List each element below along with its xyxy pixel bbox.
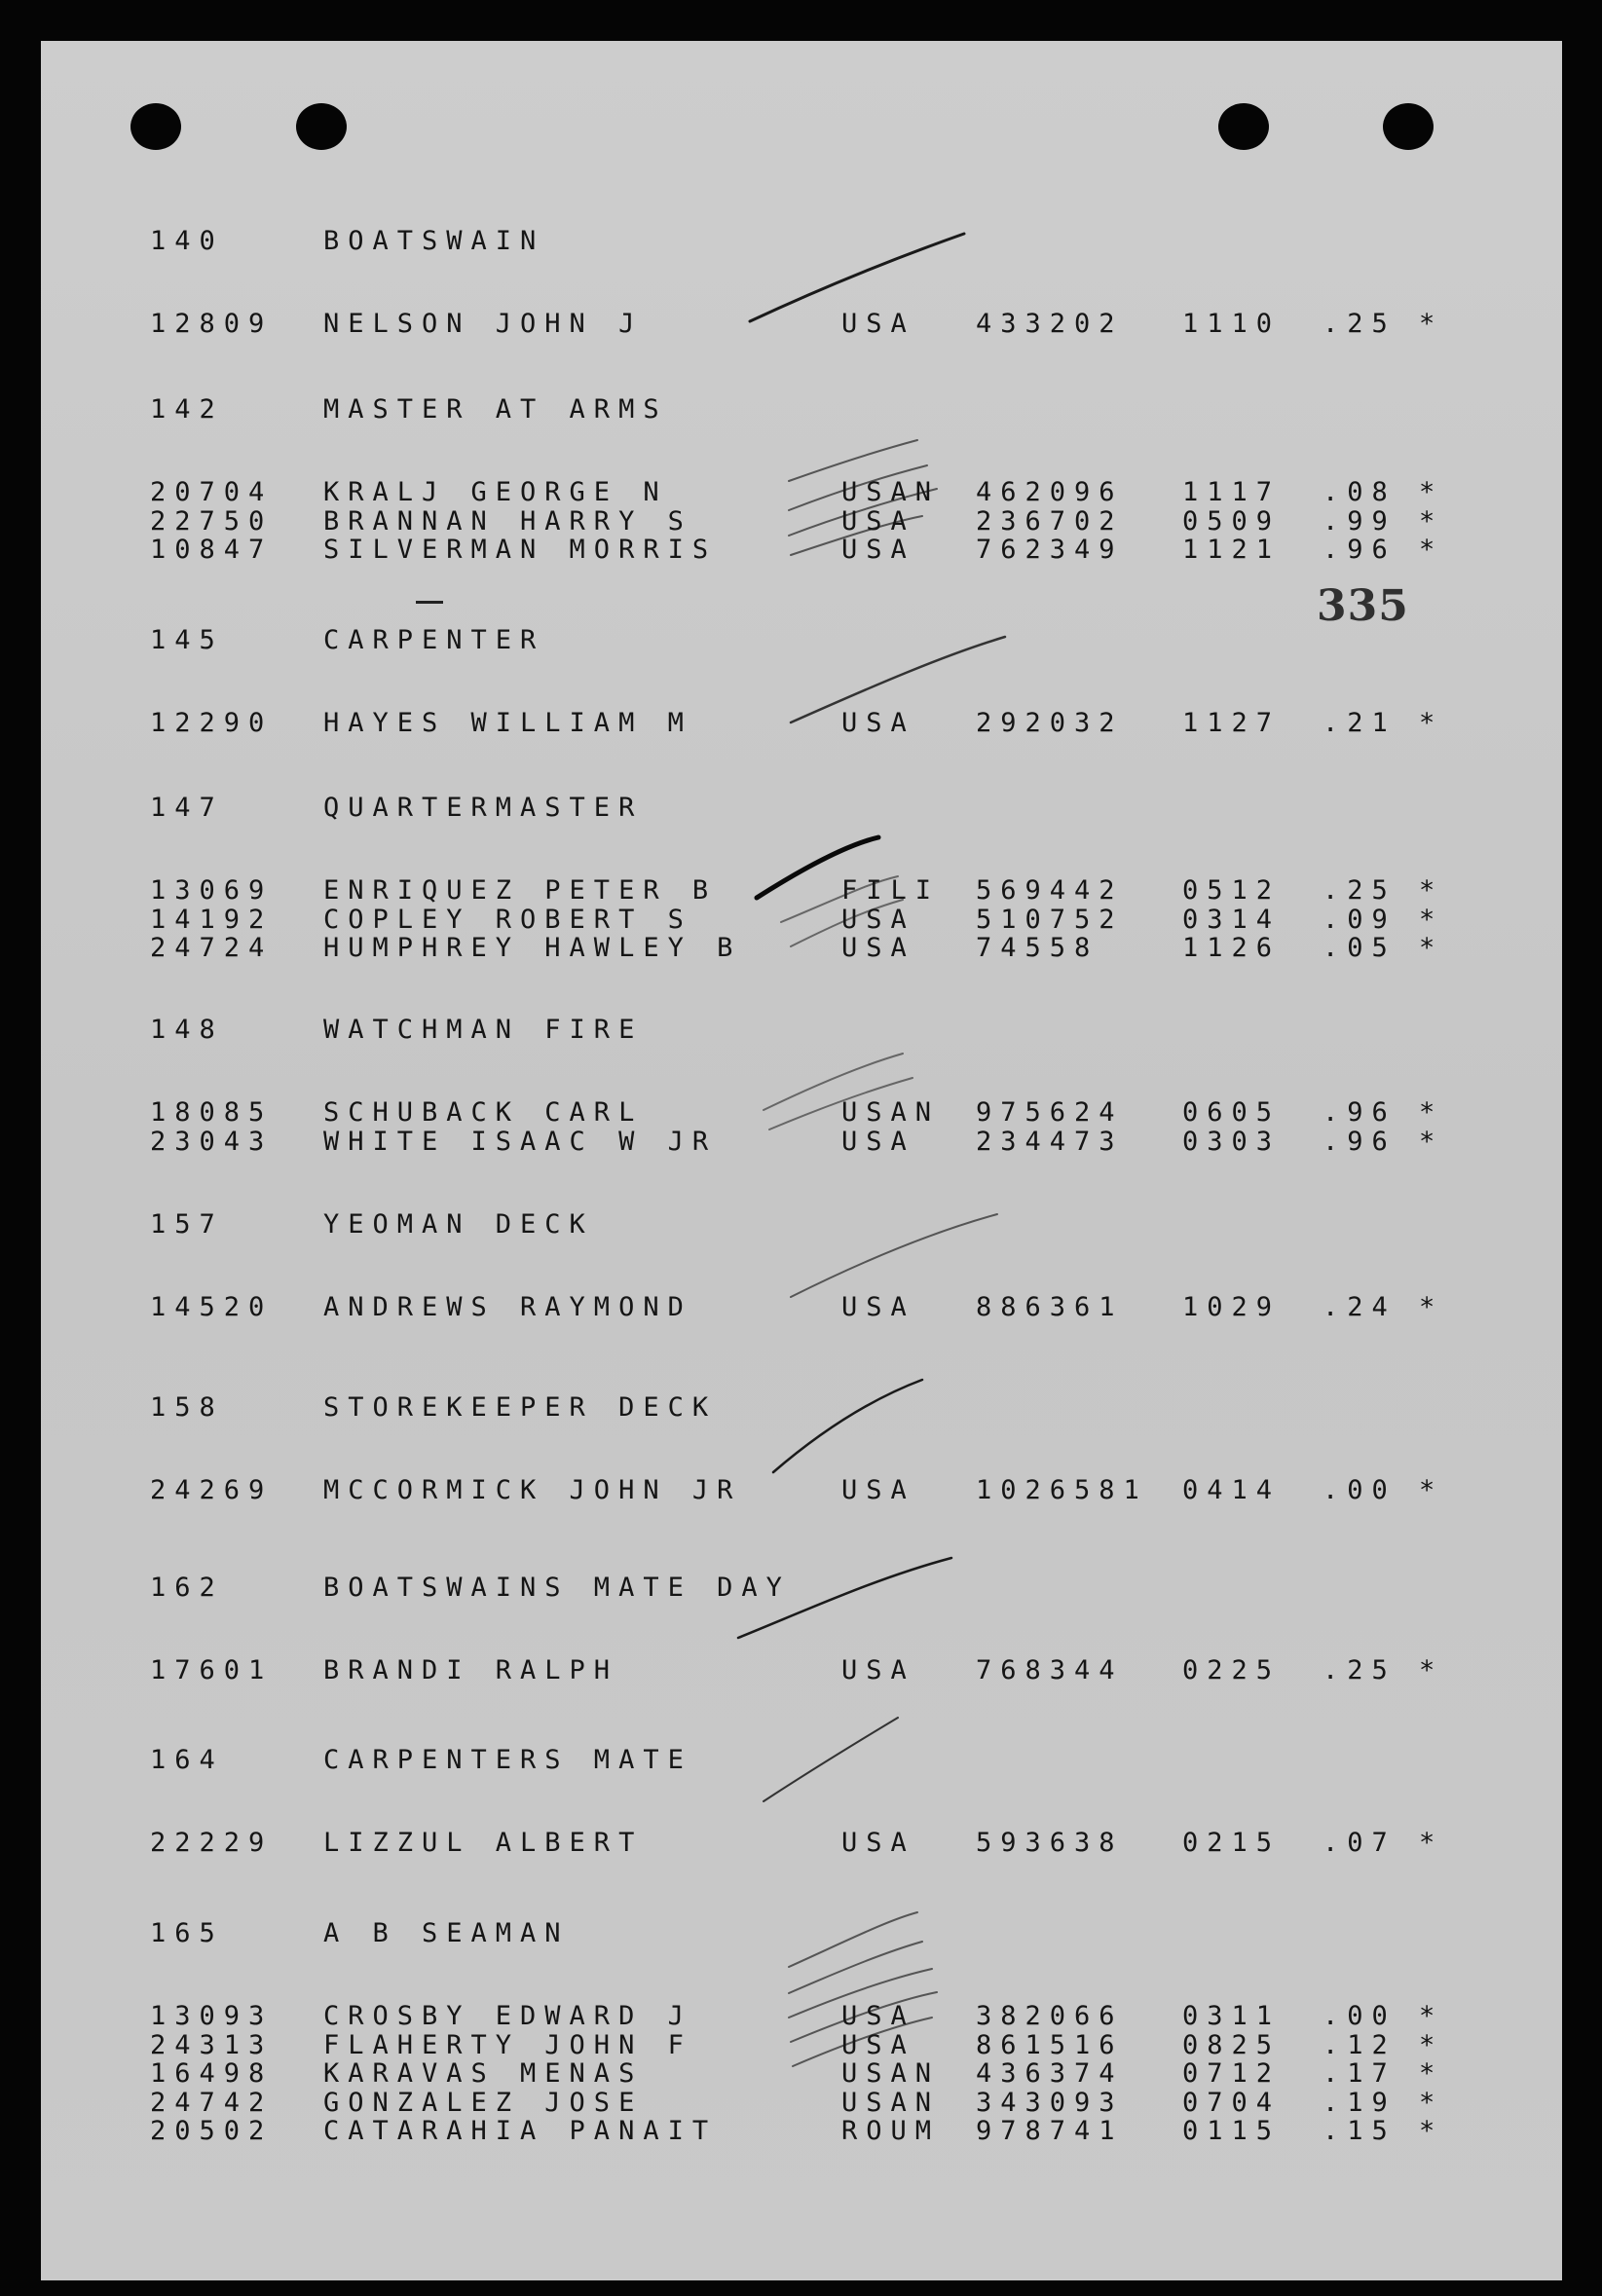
rate-value: .19 [1323,2087,1397,2118]
record-number: 861516 [976,2029,1124,2060]
record-number: 382066 [976,2001,1124,2031]
record-number: 510752 [976,904,1124,935]
record-number: 768344 [976,1655,1124,1685]
record-number: 569442 [976,875,1124,906]
crew-name: SILVERMAN MORRIS [323,535,718,565]
crew-id: 24724 [150,933,274,963]
crew-id: 16498 [150,2058,274,2089]
rating-title: STOREKEEPER DECK [323,1392,718,1423]
nationality: USA [841,904,915,935]
nationality: USA [841,2029,915,2060]
punch-hole-icon [1383,103,1434,150]
crew-name: GONZALEZ JOSE [323,2087,644,2118]
crew-id: 20704 [150,477,274,507]
date-code: 0311 [1182,2001,1282,2031]
punch-hole-icon [1218,103,1269,150]
record-number: 234473 [976,1126,1124,1157]
rating-code: 157 [150,1209,224,1240]
date-code: 1126 [1182,933,1282,963]
rating-title: BOATSWAINS MATE DAY [323,1573,791,1603]
crew-name: HAYES WILLIAM M [323,708,692,738]
rate-value: .15 [1323,2116,1397,2146]
rate-value: .08 [1323,477,1397,507]
record-number: 975624 [976,1097,1124,1128]
date-code: 0704 [1182,2087,1282,2118]
date-code: 0115 [1182,2116,1282,2146]
record-number: 343093 [976,2087,1124,2118]
rating-code: 140 [150,226,224,256]
crew-id: 13093 [150,2001,274,2031]
nationality: USAN [841,477,941,507]
crew-name: SCHUBACK CARL [323,1097,644,1128]
nationality: USA [841,505,915,537]
rating-code: 142 [150,394,224,425]
date-code: 0414 [1182,1475,1282,1505]
nationality: USA [841,1292,915,1322]
nationality: USAN [841,2087,941,2118]
record-number: 978741 [976,2116,1124,2146]
nationality: USA [841,1655,915,1685]
record-number: 462096 [976,477,1124,507]
date-code: 1110 [1182,309,1282,339]
crew-id: 24269 [150,1475,274,1505]
nationality: USA [841,535,915,565]
asterisk-mark: * [1419,1292,1435,1322]
crew-id: 18085 [150,1097,274,1128]
rate-value: .96 [1323,1097,1397,1128]
rating-code: 148 [150,1015,224,1045]
rate-value: .96 [1323,535,1397,565]
date-code: 0314 [1182,904,1282,935]
asterisk-mark: * [1419,505,1435,537]
record-number: 1026581 [976,1475,1148,1505]
date-code: 1117 [1182,477,1282,507]
asterisk-mark: * [1419,1828,1435,1858]
nationality: USA [841,1828,915,1858]
record-number: 593638 [976,1828,1124,1858]
punch-hole-icon [296,103,347,150]
page-number: 335 [1317,581,1409,631]
rate-value: .96 [1323,1126,1397,1157]
nationality: USA [841,309,915,339]
crew-id: 24313 [150,2029,274,2060]
crew-id: 14192 [150,904,274,935]
rating-title: MASTER AT ARMS [323,394,668,425]
asterisk-mark: * [1419,1655,1435,1685]
asterisk-mark: * [1419,477,1435,507]
date-code: 1121 [1182,535,1282,565]
asterisk-mark: * [1419,1126,1435,1157]
rating-code: 145 [150,625,224,655]
crew-name: BRANDI RALPH [323,1655,619,1685]
date-code: 0825 [1182,2029,1282,2060]
crew-name: ENRIQUEZ PETER B [323,875,718,906]
rate-value: .00 [1323,1475,1397,1505]
crew-name: CROSBY EDWARD J [323,2001,692,2031]
document-page [41,41,1562,2280]
rating-title: CARPENTERS MATE [323,1745,692,1775]
asterisk-mark: * [1419,708,1435,738]
rate-value: .17 [1323,2058,1397,2089]
nationality: USA [841,933,915,963]
record-number: 433202 [976,309,1124,339]
rating-title: A B SEAMAN [323,1918,570,1948]
nationality: USAN [841,1097,941,1128]
asterisk-mark: * [1419,2029,1435,2060]
nationality: USAN [841,2058,941,2089]
asterisk-mark: * [1419,2058,1435,2089]
asterisk-mark: * [1419,2116,1435,2146]
date-code: 0215 [1182,1828,1282,1858]
rating-title: WATCHMAN FIRE [323,1015,644,1045]
crew-name: KARAVAS MENAS [323,2058,644,2089]
crew-id: 23043 [150,1126,274,1157]
rating-code: 162 [150,1573,224,1603]
asterisk-mark: * [1419,875,1435,906]
rating-title: CARPENTER [323,625,545,655]
crew-name: CATARAHIA PANAIT [323,2116,718,2146]
date-code: 0303 [1182,1126,1282,1157]
rating-title: BOATSWAIN [323,226,545,256]
rate-value: .00 [1323,2001,1397,2031]
crew-id: 24742 [150,2087,274,2118]
crew-id: 20502 [150,2116,274,2146]
crew-name: HUMPHREY HAWLEY B [323,933,742,963]
crew-name: KRALJ GEORGE N [323,477,668,507]
crew-id: 14520 [150,1292,274,1322]
rate-value: .99 [1323,505,1397,537]
nationality: USA [841,1475,915,1505]
crew-name: COPLEY ROBERT S [323,904,692,935]
nationality: ROUM [841,2116,941,2146]
pencil-check-marks [41,41,1562,2280]
nationality: USA [841,708,915,738]
crew-name: LIZZUL ALBERT [323,1828,644,1858]
date-code: 0509 [1182,505,1282,537]
rate-value: .12 [1323,2029,1397,2060]
rating-title: YEOMAN DECK [323,1209,594,1240]
record-number: 886361 [976,1292,1124,1322]
crew-name: NELSON JOHN J [323,309,644,339]
asterisk-mark: * [1419,1475,1435,1505]
rate-value: .21 [1323,708,1397,738]
crew-id: 12809 [150,309,274,339]
nationality: USA [841,1126,915,1157]
rate-value: .07 [1323,1828,1397,1858]
asterisk-mark: * [1419,2001,1435,2031]
punch-hole-icon [130,103,181,150]
rating-code: 158 [150,1392,224,1423]
crew-id: 10847 [150,535,274,565]
rate-value: .25 [1323,309,1397,339]
crew-name: FLAHERTY JOHN F [323,2029,692,2060]
record-number: 292032 [976,708,1124,738]
date-code: 1127 [1182,708,1282,738]
asterisk-mark: * [1419,309,1435,339]
asterisk-mark: * [1419,2087,1435,2118]
record-number: 236702 [976,505,1124,537]
rating-code: 164 [150,1745,224,1775]
crew-name: WHITE ISAAC W JR [323,1126,718,1157]
record-number: 436374 [976,2058,1124,2089]
record-number: 762349 [976,535,1124,565]
asterisk-mark: * [1419,1097,1435,1128]
crew-id: 22750 [150,505,274,537]
crew-id: 12290 [150,708,274,738]
date-code: 0605 [1182,1097,1282,1128]
crew-id: 13069 [150,875,274,906]
crew-id: 22229 [150,1828,274,1858]
crew-name: BRANNAN HARRY S [323,505,692,537]
nationality: USA [841,2001,915,2031]
rate-value: .25 [1323,1655,1397,1685]
asterisk-mark: * [1419,535,1435,565]
asterisk-mark: * [1419,904,1435,935]
asterisk-mark: * [1419,933,1435,963]
date-code: 0712 [1182,2058,1282,2089]
crew-name: MCCORMICK JOHN JR [323,1475,742,1505]
rating-code: 147 [150,793,224,823]
rate-value: .24 [1323,1292,1397,1322]
rate-value: .09 [1323,904,1397,935]
record-number: 74558 [976,933,1099,963]
rate-value: .05 [1323,933,1397,963]
date-code: 0225 [1182,1655,1282,1685]
rate-value: .25 [1323,875,1397,906]
date-code: 0512 [1182,875,1282,906]
crew-name: ANDREWS RAYMOND [323,1292,692,1322]
nationality: FILI [841,875,941,906]
rating-title: QUARTERMASTER [323,793,644,823]
rating-code: 165 [150,1918,224,1948]
crew-id: 17601 [150,1655,274,1685]
pencil-dash [416,601,443,604]
date-code: 1029 [1182,1292,1282,1322]
